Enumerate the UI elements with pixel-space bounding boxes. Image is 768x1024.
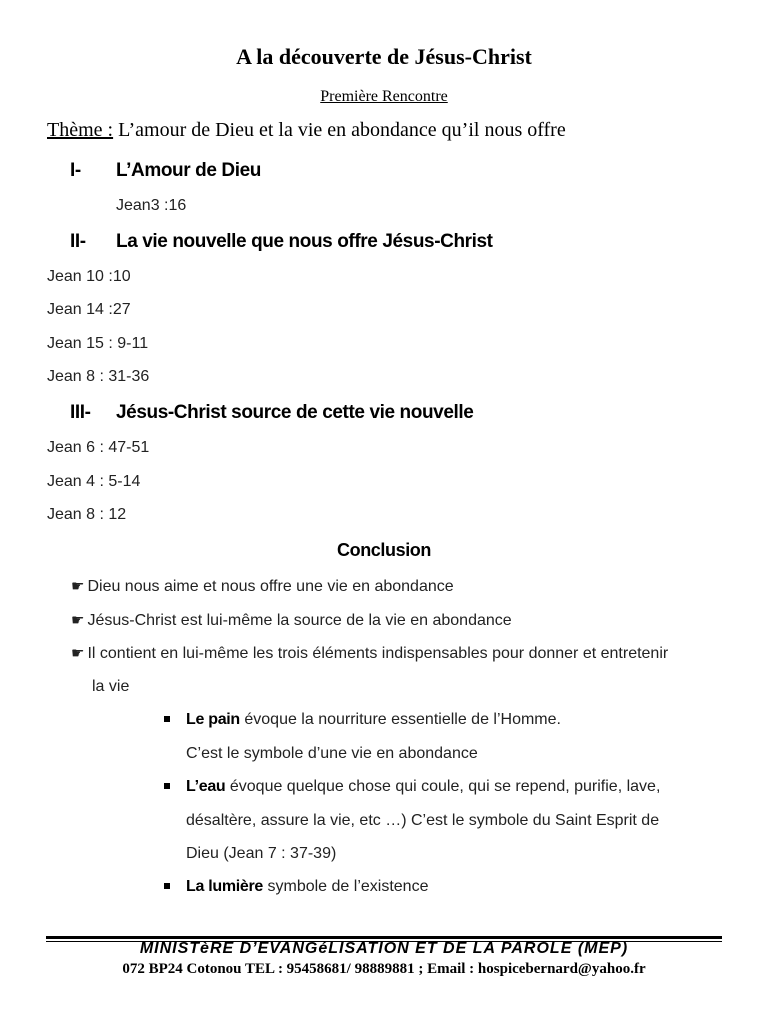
conclusion-bullet [71, 577, 454, 596]
item-continuation: C’est le symbole d’une vie en abondance [186, 745, 478, 762]
symbol-item-light [186, 878, 428, 896]
item-continuation: désaltère, assure la vie, etc …) C’est le symbole du Saint Esprit de [186, 812, 660, 829]
square-bullet-icon [164, 716, 170, 722]
item-term: Le pain [186, 711, 240, 728]
item-description: symbole de l’existence [263, 878, 429, 895]
verse-reference: Jean3 :16 [116, 197, 187, 214]
section-number: III- [70, 402, 91, 423]
section-title: L’Amour de Dieu [116, 160, 261, 181]
verse-reference: Jean 8 : 31-36 [47, 368, 150, 385]
verse-reference: Jean 15 : 9-11 [47, 335, 149, 352]
conclusion-bullet [71, 611, 512, 630]
square-bullet-icon [164, 783, 170, 789]
bullet-text: Il contient en lui-même les trois éléments indispensables pour donner et entretenir [87, 645, 669, 662]
verse-reference: Jean 8 : 12 [47, 506, 127, 523]
item-term: La lumière [186, 878, 264, 895]
pointing-hand-icon: ☛ [71, 612, 85, 629]
verse-reference: Jean 4 : 5-14 [47, 473, 141, 490]
symbol-item-water [186, 778, 660, 796]
theme-label: Thème : [47, 119, 114, 141]
item-description: évoque la nourriture essentielle de l’Homme. [239, 711, 561, 728]
square-bullet-icon [164, 883, 170, 889]
conclusion-bullet [71, 644, 668, 663]
verse-reference: Jean 14 :27 [47, 301, 131, 318]
footer-contact: 072 BP24 Cotonou TEL : 95458681/ 98889881 ; Email : hospicebernard@yahoo.fr [122, 961, 646, 977]
document-title: A la découverte de Jésus-Christ [236, 44, 532, 69]
item-description: évoque quelque chose qui coule, qui se repend, purifie, lave, [225, 778, 661, 795]
pointing-hand-icon: ☛ [71, 645, 85, 662]
section-title: Jésus-Christ source de cette vie nouvelle [116, 402, 474, 423]
bullet-continuation: la vie [92, 678, 130, 695]
section-number: I- [70, 160, 81, 181]
bullet-text: Dieu nous aime et nous offre une vie en abondance [87, 578, 454, 595]
document-subtitle: Première Rencontre [320, 88, 448, 105]
symbol-item-bread [186, 711, 561, 729]
verse-reference: Jean 6 : 47-51 [47, 439, 150, 456]
conclusion-heading: Conclusion [337, 540, 431, 560]
footer-rule-thick [46, 936, 722, 939]
theme-line [47, 119, 566, 142]
pointing-hand-icon: ☛ [71, 578, 85, 595]
verse-reference: Jean 10 :10 [47, 268, 131, 285]
section-number: II- [70, 231, 86, 252]
footer-organization: MINISTèRE D’EVANGéLISATION ET DE LA PAROLE (MEP) [139, 940, 629, 957]
bullet-text: Jésus-Christ est lui-même la source de la vie en abondance [87, 612, 512, 629]
item-term: L’eau [186, 778, 226, 795]
item-continuation: Dieu (Jean 7 : 37-39) [186, 845, 337, 862]
section-title: La vie nouvelle que nous offre Jésus-Christ [116, 231, 493, 252]
theme-text: L’amour de Dieu et la vie en abondance qu’il nous offre [113, 119, 566, 141]
